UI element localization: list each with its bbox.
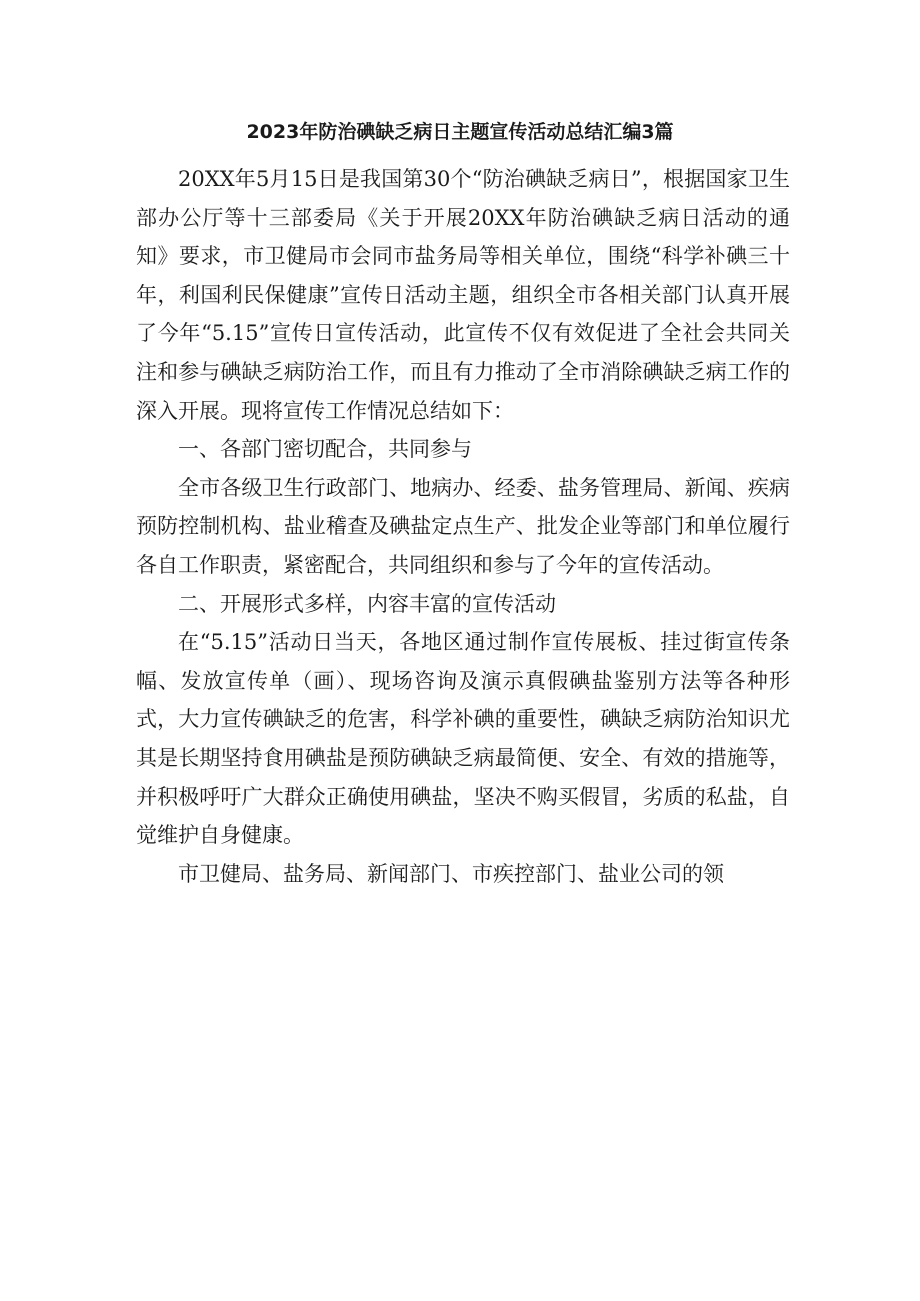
section-heading-1: 一、各部门密切配合，共同参与 <box>178 437 472 462</box>
section-paragraph-1: 全市各级卫生行政部门、地病办、经委、盐务管理局、新闻、疾病预防控制机构、盐业稽查及碘盐定点生产、批发企业等部门和单位履行各自工作职责，紧密配合，共同组织和参与了今年的宣传活动。 <box>136 475 790 577</box>
section-heading-2: 二、开展形式多样，内容丰富的宣传活动 <box>178 591 556 616</box>
section-paragraph-3: 市卫健局、盐务局、新闻部门、市疾控部门、盐业公司的领 <box>178 861 724 886</box>
intro-paragraph: 20XX年5月15日是我国第30个“防治碘缺乏病日”，根据国家卫生部办公厅等十三部委局《关于开展20XX年防治碘缺乏病日活动的通知》要求，市卫健局市会同市盐务局等相关单位，围绕“科学补碘三十年，利国利民保健康”宣传日活动主题，组织全市各相关部门认真开展了今年“5.15”宣传日宣传活动，此宣传不仅有效促进了全社会共同关注和参与碘缺乏病防治工作，而且有力推动了全市消除碘缺乏病工作的深入开展。现将宣传工作情况总结如下： <box>136 167 790 423</box>
document-title: 2023年防治碘缺乏病日主题宣传活动总结汇编3篇 <box>246 121 674 143</box>
document-body <box>136 160 790 893</box>
section-paragraph-2: 在“5.15”活动日当天，各地区通过制作宣传展板、挂过街宣传条幅、发放宣传单（画）、现场咨询及演示真假碘盐鉴别方法等各种形式，大力宣传碘缺乏的危害，科学补碘的重要性，碘缺乏病防治知识尤其是长期坚持食用碘盐是预防碘缺乏病最简便、安全、有效的措施等，并积极呼吁广大群众正确使用碘盐，坚决不购买假冒，劣质的私盐，自觉维护自身健康。 <box>136 630 790 848</box>
